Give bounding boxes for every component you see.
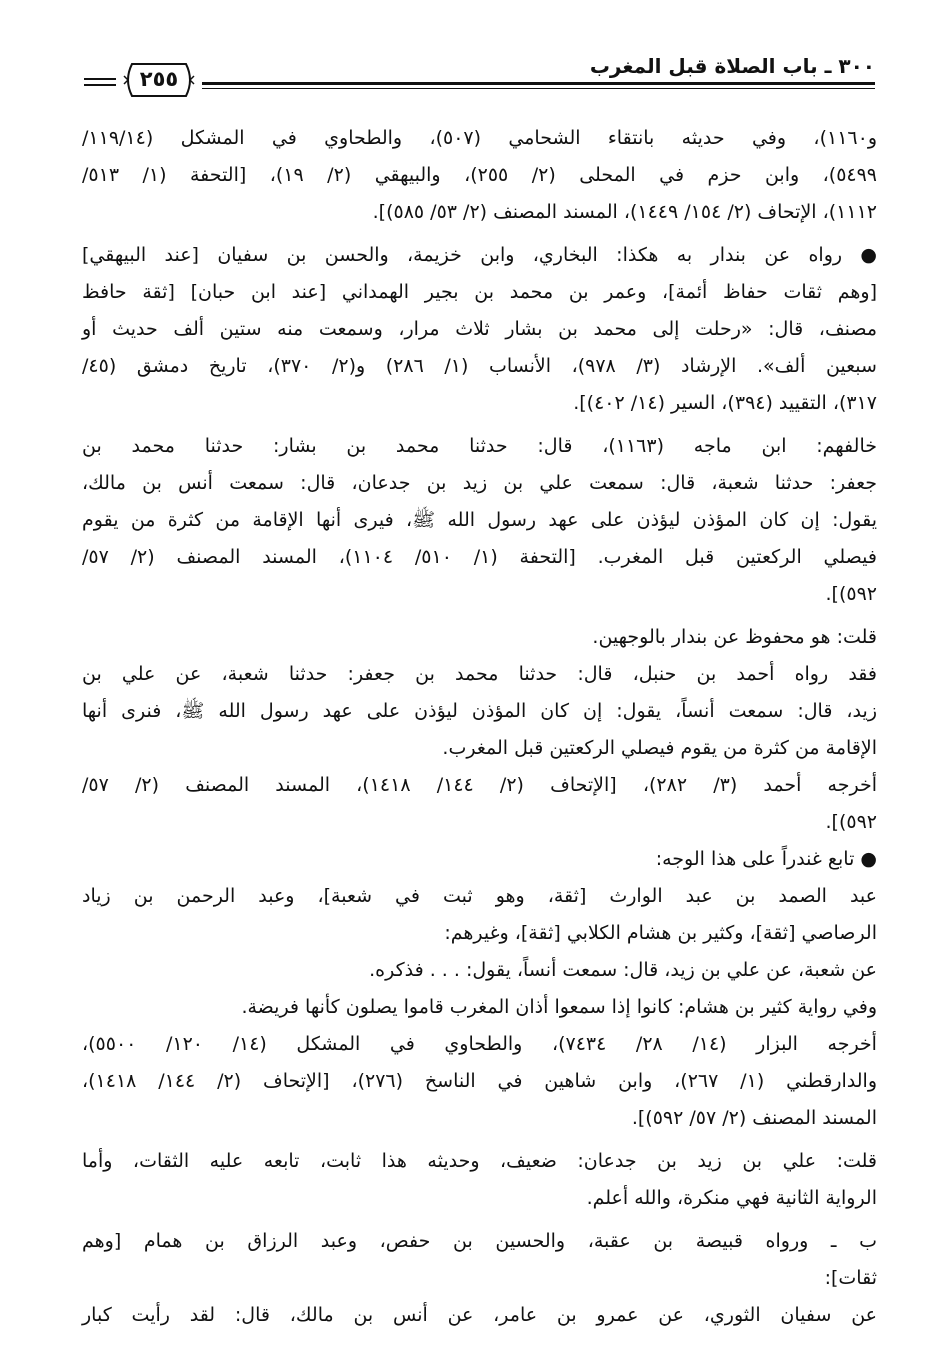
text-line: الإقامة من كثرة من يقوم فيصلي الركعتين قبل المغرب.	[442, 737, 877, 759]
text-line: ٥٩٢)].	[825, 811, 877, 833]
text-line: يقول: إن كان المؤذن ليؤذن على عهد رسول الله ﷺ، فيرى أنها الإقامة من كثرة من يقوم	[82, 509, 877, 531]
text-line: المسند المصنف (٢/ ٥٧/ ٥٩٢)].	[631, 1107, 877, 1129]
text-line: سبعين ألف». الإرشاد (٣/ ٩٧٨)، الأنساب (١/ ٢٨٦) و(٢/ ٣٧٠)، تاريخ دمشق (٤٥/	[82, 355, 877, 377]
text-line: عبد الصمد بن عبد الوارث [ثقة، وهو ثبت في شعبة]، وعبد الرحمن بن زياد	[82, 885, 877, 907]
text-line: ب ـ ورواه قبيصة بن عقبة، والحسين بن حفص، وعبد الرزاق بن همام [وهم	[82, 1230, 877, 1252]
text-line: عن سفيان الثوري، عن عمرو بن عامر، عن أنس بن مالك، قال: لقد رأيت كبار	[82, 1304, 877, 1326]
page-number-frame	[122, 62, 196, 98]
chapter-title: ٣٠٠ ـ باب الصلاة قبل المغرب	[589, 54, 875, 78]
text-line: قلت: علي بن زيد بن جدعان: ضعيف، وحديثه هذا ثابت، تابعه عليه الثقات، وأما	[82, 1150, 877, 1172]
text-line: ● رواه عن بندار به هكذا: البخاري، وابن خزيمة، والحسن بن سفيان [عند البيهقي]	[82, 244, 877, 266]
text-line: الرصاصي [ثقة]، وكثير بن هشام الكلابي [ثقة]، وغيرهم:	[444, 922, 877, 944]
text-line: ● تابع غندراً على هذا الوجه:	[655, 848, 877, 870]
text-line: والدارقطني (١/ ٢٦٧)، وابن شاهين في الناسخ (٢٧٦)، [الإتحاف (٢/ ١٤٤/ ١٤١٨)،	[82, 1070, 877, 1092]
text-line: ثقات]:	[824, 1267, 877, 1289]
text-line: ٥٤٩٩)، وابن حزم في المحلى (٢/ ٢٥٥)، والبيهقي (٢/ ١٩)، [التحفة (١/ ٥١٣/	[82, 164, 878, 186]
text-line: زيد، قال: سمعت أنساً، يقول: إن كان المؤذن ليؤذن على عهد رسول الله ﷺ، فنرى أنها	[82, 700, 877, 722]
text-line: وفي رواية كثير بن هشام: كانوا إذا سمعوا أذان المغرب قاموا يصلون كأنها فريضة.	[241, 996, 877, 1018]
text-line: خالفهم: ابن ماجه (١١٦٣)، قال: حدثنا محمد بن بشار: حدثنا محمد بن	[82, 435, 877, 457]
header-rule-left	[84, 78, 116, 80]
text-line: جعفر: حدثنا شعبة، قال: سمعت علي بن زيد بن جدعان، قال: سمعت أنس بن مالك،	[82, 472, 877, 494]
text-line: الرواية الثانية فهي منكرة، والله أعلم.	[586, 1187, 877, 1209]
header-rule-thick	[202, 82, 875, 85]
page-number: ٢٥٥	[139, 67, 179, 91]
text-line: قلت: هو محفوظ عن بندار بالوجهين.	[592, 626, 877, 648]
text-line: ١١١٢)، الإتحاف (٢/ ١٥٤/ ١٤٤٩)، المسند المصنف (٢/ ٥٣/ ٥٨٥)].	[372, 201, 877, 223]
text-line: [وهم ثقات حفاظ أئمة]، وعمر بن محمد بن بجير الهمداني [عند ابن حبان] [ثقة حافظ	[82, 281, 877, 303]
page-header	[84, 50, 875, 110]
header-rule-left-2	[84, 84, 116, 86]
text-line: عن شعبة، عن علي بن زيد، قال: سمعت أنساً، يقول: . . . فذكره.	[369, 959, 877, 981]
text-line: أخرجه أحمد (٣/ ٢٨٢)، [الإتحاف (٢/ ١٤٤/ ١٤١٨)، المسند المصنف (٢/ ٥٧/	[82, 774, 877, 796]
text-line: فيصلي الركعتين قبل المغرب. [التحفة (١/ ٥١٠/ ١١٠٤)، المسند المصنف (٢/ ٥٧/	[82, 546, 877, 568]
text-line: فقد رواه أحمد بن حنبل، قال: حدثنا محمد بن جعفر: حدثنا شعبة، عن علي بن	[82, 663, 877, 685]
text-line: و١١٦٠)، وفي حديثه بانتقاء الشحامي (٥٠٧)، والطحاوي في المشكل (١١٩/١٤/	[82, 127, 877, 149]
header-rule-thin	[202, 88, 875, 89]
text-line: مصنف، قال: «رحلت إلى محمد بن بشار ثلاث مرار، وسمعت منه ستين ألف حديث أو	[82, 318, 877, 340]
text-line: ٥٩٢)].	[825, 583, 877, 605]
text-line: أخرجه البزار (١٤/ ٢٨/ ٧٤٣٤)، والطحاوي في المشكل (١٤/ ١٢٠/ ٥٥٠٠)،	[82, 1033, 877, 1055]
text-line: ٣١٧)، التقييد (٣٩٤)، السير (١٤/ ٤٠٢)].	[573, 392, 877, 414]
